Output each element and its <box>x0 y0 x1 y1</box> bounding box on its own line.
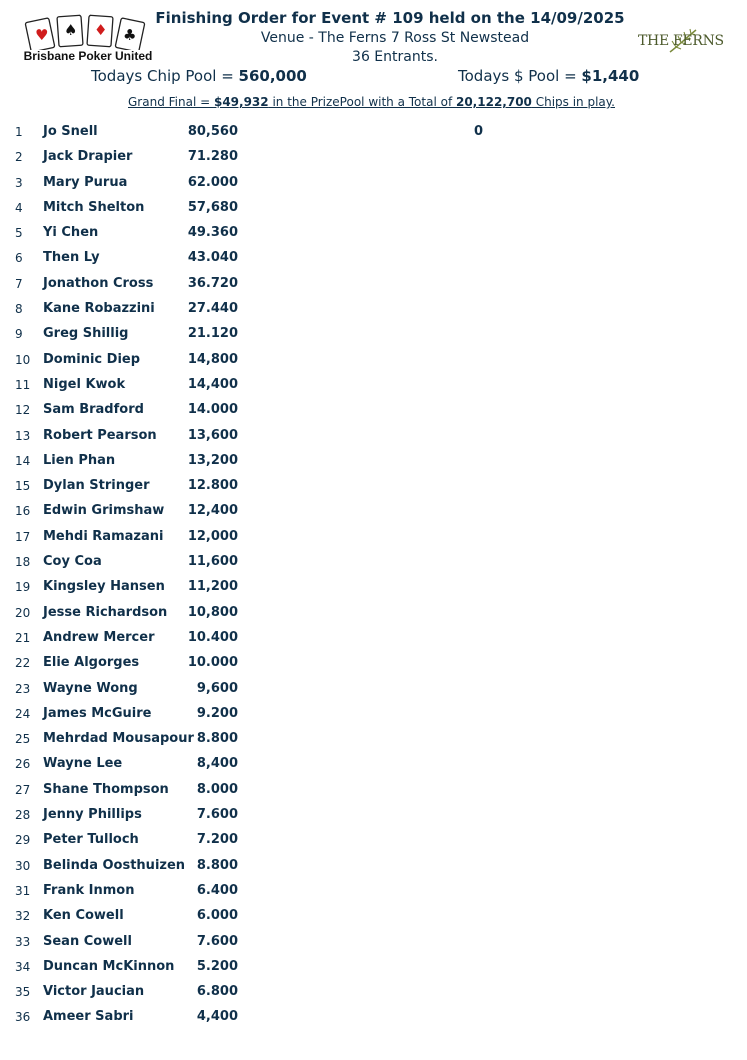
result-rank: 11 <box>15 377 31 392</box>
chip-count: 5.200 <box>196 958 238 974</box>
result-rank: 23 <box>15 681 31 696</box>
result-rank: 27 <box>15 782 31 797</box>
result-row <box>0 930 747 955</box>
chip-pool-value: 560,000 <box>238 67 307 85</box>
result-row <box>0 348 747 373</box>
venue-line: Venue - The Ferns 7 Ross St Newstead <box>260 30 530 46</box>
chip-count: 57,680 <box>187 199 238 215</box>
result-row <box>0 449 747 474</box>
chip-count: 12.800 <box>187 478 238 494</box>
result-row <box>0 828 747 853</box>
chip-count: 27.440 <box>187 301 238 317</box>
player-name: Victor Jaucian <box>43 984 145 1000</box>
chip-count: 7.200 <box>196 832 238 848</box>
grand-final-prefix: Grand Final = <box>128 95 214 109</box>
result-row <box>0 626 747 651</box>
result-row <box>0 778 747 803</box>
result-rank: 30 <box>15 858 31 873</box>
chip-count: 9.200 <box>196 705 238 721</box>
player-name: James McGuire <box>43 705 152 721</box>
player-name: Peter Tulloch <box>43 832 139 848</box>
player-name: Duncan McKinnon <box>43 958 175 974</box>
player-name: Greg Shillig <box>43 326 129 342</box>
result-rank: 22 <box>15 656 31 671</box>
player-name: Dominic Diep <box>43 351 141 367</box>
result-rank: 1 <box>15 125 23 139</box>
player-name: Then Ly <box>43 250 100 266</box>
result-rank: 21 <box>15 630 31 645</box>
result-row <box>0 955 747 980</box>
result-rank: 29 <box>15 833 31 848</box>
player-name: Jesse Richardson <box>43 604 168 620</box>
result-rank: 9 <box>15 327 23 342</box>
result-rank: 24 <box>15 706 31 721</box>
chip-count: 12,000 <box>187 528 238 544</box>
result-rank: 33 <box>15 934 31 949</box>
grand-final-middle: in the PrizePool with a Total of <box>268 95 456 109</box>
result-row <box>0 904 747 929</box>
result-rank: 4 <box>15 200 23 215</box>
svg-text:♦: ♦ <box>94 21 108 39</box>
dollar-pool-value: $1,440 <box>581 67 640 85</box>
result-row <box>0 196 747 221</box>
chip-count: 43.040 <box>187 250 238 266</box>
player-name: Ameer Sabri <box>43 1009 134 1025</box>
chip-count: 49.360 <box>187 225 238 241</box>
result-row <box>0 373 747 398</box>
result-rank: 14 <box>15 453 31 468</box>
result-row <box>0 1005 747 1030</box>
result-rank: 16 <box>15 504 31 519</box>
result-row <box>0 246 747 271</box>
result-rank: 28 <box>15 808 31 823</box>
player-name: Yi Chen <box>43 225 99 241</box>
player-name: Kingsley Hansen <box>43 579 165 595</box>
player-name: Mehrdad Mousapour <box>43 731 194 747</box>
grand-final-chips: 20,122,700 <box>455 95 532 109</box>
chip-count: 8.800 <box>196 731 238 747</box>
player-name: Kane Robazzini <box>43 301 155 317</box>
the-ferns-logo-text: THE FERNS <box>638 33 724 49</box>
chip-count: 8,400 <box>196 756 238 772</box>
player-name: Mary Purua <box>43 174 128 190</box>
result-rank: 6 <box>15 251 23 266</box>
result-row <box>0 499 747 524</box>
result-row <box>0 803 747 828</box>
chip-count: 4,400 <box>196 1009 238 1025</box>
result-row <box>0 322 747 347</box>
svg-text:♥: ♥ <box>35 26 49 44</box>
result-rank: 10 <box>15 352 31 367</box>
dollar-pool <box>458 67 639 85</box>
svg-text:♣: ♣ <box>123 26 137 44</box>
result-row <box>0 752 747 777</box>
player-name: Sean Cowell <box>43 933 132 949</box>
result-row <box>0 424 747 449</box>
result-rank: 7 <box>15 276 23 291</box>
player-name: Jo Snell <box>43 124 98 139</box>
result-row <box>0 120 747 145</box>
result-rank: 18 <box>15 555 31 570</box>
player-name: Frank Inmon <box>43 882 135 898</box>
player-name: Jack Drapier <box>43 149 133 165</box>
player-name: Ken Cowell <box>43 908 124 924</box>
chip-count: 11,600 <box>187 554 238 570</box>
chip-count: 8.000 <box>196 781 238 797</box>
player-name: Elie Algorges <box>43 655 140 671</box>
player-name: Jonathon Cross <box>43 275 154 291</box>
result-row <box>0 854 747 879</box>
result-rank: 36 <box>15 1010 31 1025</box>
result-rank: 8 <box>15 302 23 317</box>
chip-count: 6.800 <box>196 984 238 1000</box>
result-rank: 20 <box>15 605 31 620</box>
result-row <box>0 474 747 499</box>
player-name: Nigel Kwok <box>43 376 126 392</box>
dollar-pool-label: Todays $ Pool = <box>458 67 582 85</box>
chip-count: 13,200 <box>187 452 238 468</box>
result-rank: 17 <box>15 529 31 544</box>
svg-text:♠: ♠ <box>64 21 78 39</box>
result-row <box>0 879 747 904</box>
grand-final-prize: $49,932 <box>213 95 269 109</box>
chip-count: 14,800 <box>187 351 238 367</box>
result-rank: 26 <box>15 757 31 772</box>
result-rank: 2 <box>15 150 23 165</box>
result-rank: 32 <box>15 909 31 924</box>
chip-count: 80,560 <box>187 124 238 139</box>
chip-count: 6.000 <box>196 908 238 924</box>
player-name: Robert Pearson <box>43 427 157 443</box>
result-rank: 13 <box>15 428 31 443</box>
result-rank: 35 <box>15 985 31 1000</box>
result-row <box>0 525 747 550</box>
results-list <box>0 120 747 1031</box>
player-name: Sam Bradford <box>43 402 144 418</box>
chip-pool <box>91 67 307 85</box>
chip-count: 7.600 <box>196 933 238 949</box>
chip-count: 8.800 <box>196 857 238 873</box>
player-name: Lien Phan <box>43 452 116 468</box>
result-row <box>0 221 747 246</box>
grand-final-suffix: Chips in play. <box>531 95 615 109</box>
result-row <box>0 398 747 423</box>
result-row <box>0 727 747 752</box>
chip-count: 7.600 <box>196 807 238 823</box>
result-rank: 25 <box>15 732 31 747</box>
player-name: Edwin Grimshaw <box>43 503 165 519</box>
result-row <box>0 575 747 600</box>
the-ferns-logo <box>638 28 738 56</box>
chip-count: 13,600 <box>187 427 238 443</box>
chip-count: 71.280 <box>187 149 238 165</box>
player-name: Shane Thompson <box>43 781 169 797</box>
chip-count: 6.400 <box>196 882 238 898</box>
player-name: Belinda Oosthuizen <box>43 857 186 873</box>
chip-count: 10.000 <box>187 655 238 671</box>
chip-count: 62.000 <box>187 174 238 190</box>
result-row <box>0 297 747 322</box>
result-row <box>0 980 747 1005</box>
chip-count: 11,200 <box>187 579 238 595</box>
chip-count: 21.120 <box>187 326 238 342</box>
page-title: Finishing Order for Event # 109 held on the 14/09/2025 <box>155 9 625 27</box>
result-rank: 19 <box>15 580 31 595</box>
player-name: Andrew Mercer <box>43 629 155 645</box>
result-row <box>0 171 747 196</box>
player-name: Jenny Phillips <box>43 807 142 823</box>
chip-count: 10.400 <box>187 629 238 645</box>
chip-count: 36.720 <box>187 275 238 291</box>
result-row <box>0 702 747 727</box>
chip-count: 9,600 <box>196 680 238 696</box>
result-rank: 15 <box>15 479 31 494</box>
player-name: Wayne Lee <box>43 756 123 772</box>
chip-count: 10,800 <box>187 604 238 620</box>
player-name: Mitch Shelton <box>43 199 145 215</box>
result-rank: 12 <box>15 403 31 418</box>
result-row <box>0 550 747 575</box>
result-rank: 31 <box>15 883 31 898</box>
chip-count: 12,400 <box>187 503 238 519</box>
result-row <box>0 677 747 702</box>
result-row <box>0 601 747 626</box>
chip-pool-label: Todays Chip Pool = <box>91 67 239 85</box>
logo-text: Brisbane Poker United <box>23 49 153 63</box>
result-row <box>0 651 747 676</box>
extra-value: 0 <box>474 124 484 139</box>
chip-count: 14.000 <box>187 402 238 418</box>
player-name: Wayne Wong <box>43 680 138 696</box>
result-rank: 3 <box>15 175 23 190</box>
result-rank: 5 <box>15 226 23 241</box>
result-rank: 34 <box>15 959 31 974</box>
result-row <box>0 272 747 297</box>
chip-count: 14,400 <box>187 376 238 392</box>
result-row <box>0 145 747 170</box>
player-name: Mehdi Ramazani <box>43 528 164 544</box>
entrants-count: 36 Entrants. <box>352 49 438 65</box>
player-name: Coy Coa <box>43 554 102 570</box>
grand-final-line <box>128 95 615 109</box>
player-name: Dylan Stringer <box>43 478 150 494</box>
